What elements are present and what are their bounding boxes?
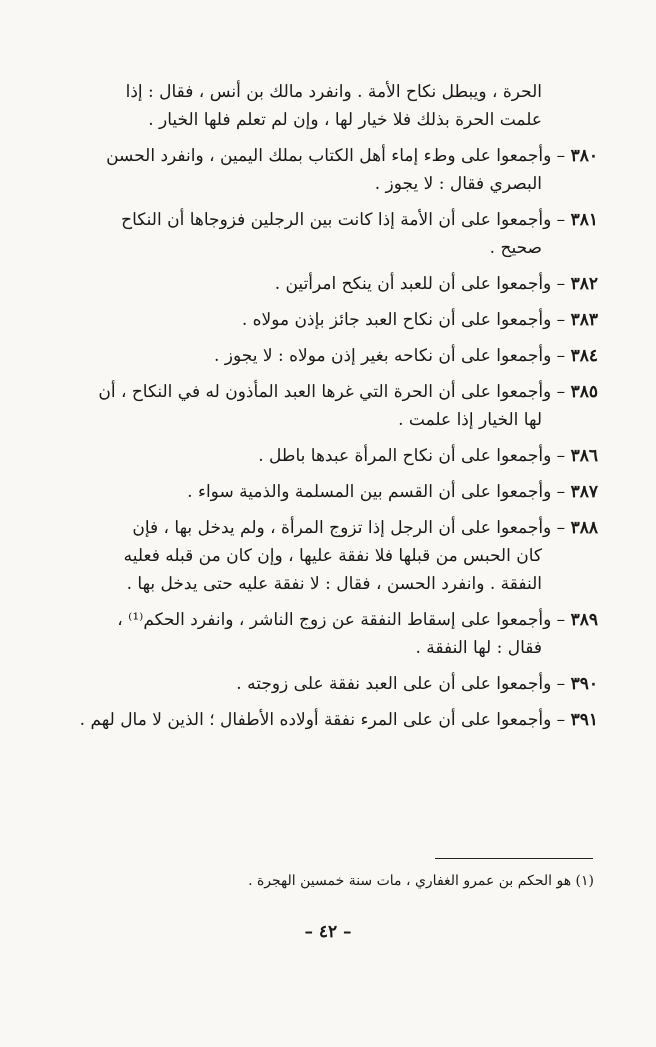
entry-number: ٣٨٢ <box>570 274 598 294</box>
entry-number: ٣٨٦ <box>570 446 598 466</box>
entry-number: ٣٨٩ <box>570 610 598 630</box>
entry-text: – وأجمعوا على أن الحرة التي غرها العبد المأذون له في النكاح ، أن <box>98 382 566 402</box>
entry-381 <box>66 206 598 262</box>
entry-line: صحيح . <box>489 238 542 258</box>
entry-text: – وأجمعوا على إسقاط النفقة عن زوج الناشر ، وانفرد الحكم⁽¹⁾ ، <box>117 610 566 630</box>
entry-number: ٣٨٨ <box>570 518 598 538</box>
entry-line <box>66 378 598 406</box>
entry-text: – وأجمعوا على أن الأمة إذا كانت بين الرجلين فزوجاها أن النكاح <box>121 210 566 230</box>
entry-391 <box>66 706 598 734</box>
entry-number: ٣٨٣ <box>570 310 598 330</box>
entry-number: ٣٨٠ <box>570 146 598 166</box>
entry-389 <box>66 606 598 662</box>
entry-387 <box>66 478 598 506</box>
entry-line <box>66 142 598 170</box>
entry-line <box>66 706 598 734</box>
entry-line: الحرة ، ويبطل نكاح الأمة . وانفرد مالك بن أنس ، فقال : إذا <box>125 82 542 102</box>
entry-line: كان الحبس من قبلها فلا نفقة عليها ، وإن كان من قبله فعليه <box>123 546 542 566</box>
entry-line: علمت الحرة بذلك فلا خيار لها ، وإن لم تعلم فلها الخيار . <box>148 110 542 130</box>
entry-text: – وأجمعوا على أن الرجل إذا تزوج المرأة ، ولم يدخل بها ، فإن <box>132 518 566 538</box>
entry-386 <box>66 442 598 470</box>
entry-text: – وأجمعوا على أن على العبد نفقة على زوجته . <box>236 674 566 694</box>
entry-text: – وأجمعوا على أن نكاح العبد جائز بإذن مولاه . <box>241 310 566 330</box>
entry-text: – وأجمعوا على أن للعبد أن ينكح امرأتين . <box>274 274 566 294</box>
entry-382 <box>66 270 598 298</box>
entry-number: ٣٩١ <box>570 710 598 730</box>
entry-384 <box>66 342 598 370</box>
entry-line <box>66 514 598 542</box>
entry-line <box>66 270 598 298</box>
page-number: – ٤٢ – <box>304 922 352 942</box>
entry-388 <box>66 514 598 598</box>
entry-line <box>66 670 598 698</box>
entry-385 <box>66 378 598 434</box>
entry-number: ٣٨١ <box>570 210 598 230</box>
footnote: (١) هو الحكم بن عمرو الغفاري ، مات سنة خمسين الهجرة . <box>248 873 594 889</box>
entry-line <box>66 478 598 506</box>
entry-line: النفقة . وانفرد الحسن ، فقال : لا نفقة عليه حتى يدخل بها . <box>126 574 542 594</box>
entry-line <box>66 306 598 334</box>
entry-line: فقال : لها النفقة . <box>415 638 542 658</box>
entry-line <box>66 606 598 634</box>
entry-380 <box>66 142 598 198</box>
entry-number: ٣٨٥ <box>570 382 598 402</box>
entry-continuation <box>66 78 598 134</box>
entry-number: ٣٨٤ <box>570 346 598 366</box>
entry-text: – وأجمعوا على وطء إماء أهل الكتاب بملك اليمين ، وانفرد الحسن <box>106 146 566 166</box>
entry-line: البصري فقال : لا يجوز . <box>374 174 542 194</box>
entry-383 <box>66 306 598 334</box>
entry-text: – وأجمعوا على أن نكاحه بغير إذن مولاه : لا يجوز . <box>213 346 566 366</box>
entry-line <box>66 442 598 470</box>
entry-line <box>66 342 598 370</box>
footnote-divider <box>435 858 593 859</box>
page-body <box>66 78 598 742</box>
entry-text: – وأجمعوا على أن على المرء نفقة أولاده الأطفال ؛ الذين لا مال لهم . <box>79 710 566 730</box>
entry-line: لها الخيار إذا علمت . <box>398 410 542 430</box>
entry-line <box>66 206 598 234</box>
entry-number: ٣٨٧ <box>570 482 598 502</box>
entry-text: – وأجمعوا على أن القسم بين المسلمة والذمية سواء . <box>187 482 566 502</box>
entry-text: – وأجمعوا على أن نكاح المرأة عبدها باطل . <box>258 446 566 466</box>
entry-390 <box>66 670 598 698</box>
entry-number: ٣٩٠ <box>570 674 598 694</box>
